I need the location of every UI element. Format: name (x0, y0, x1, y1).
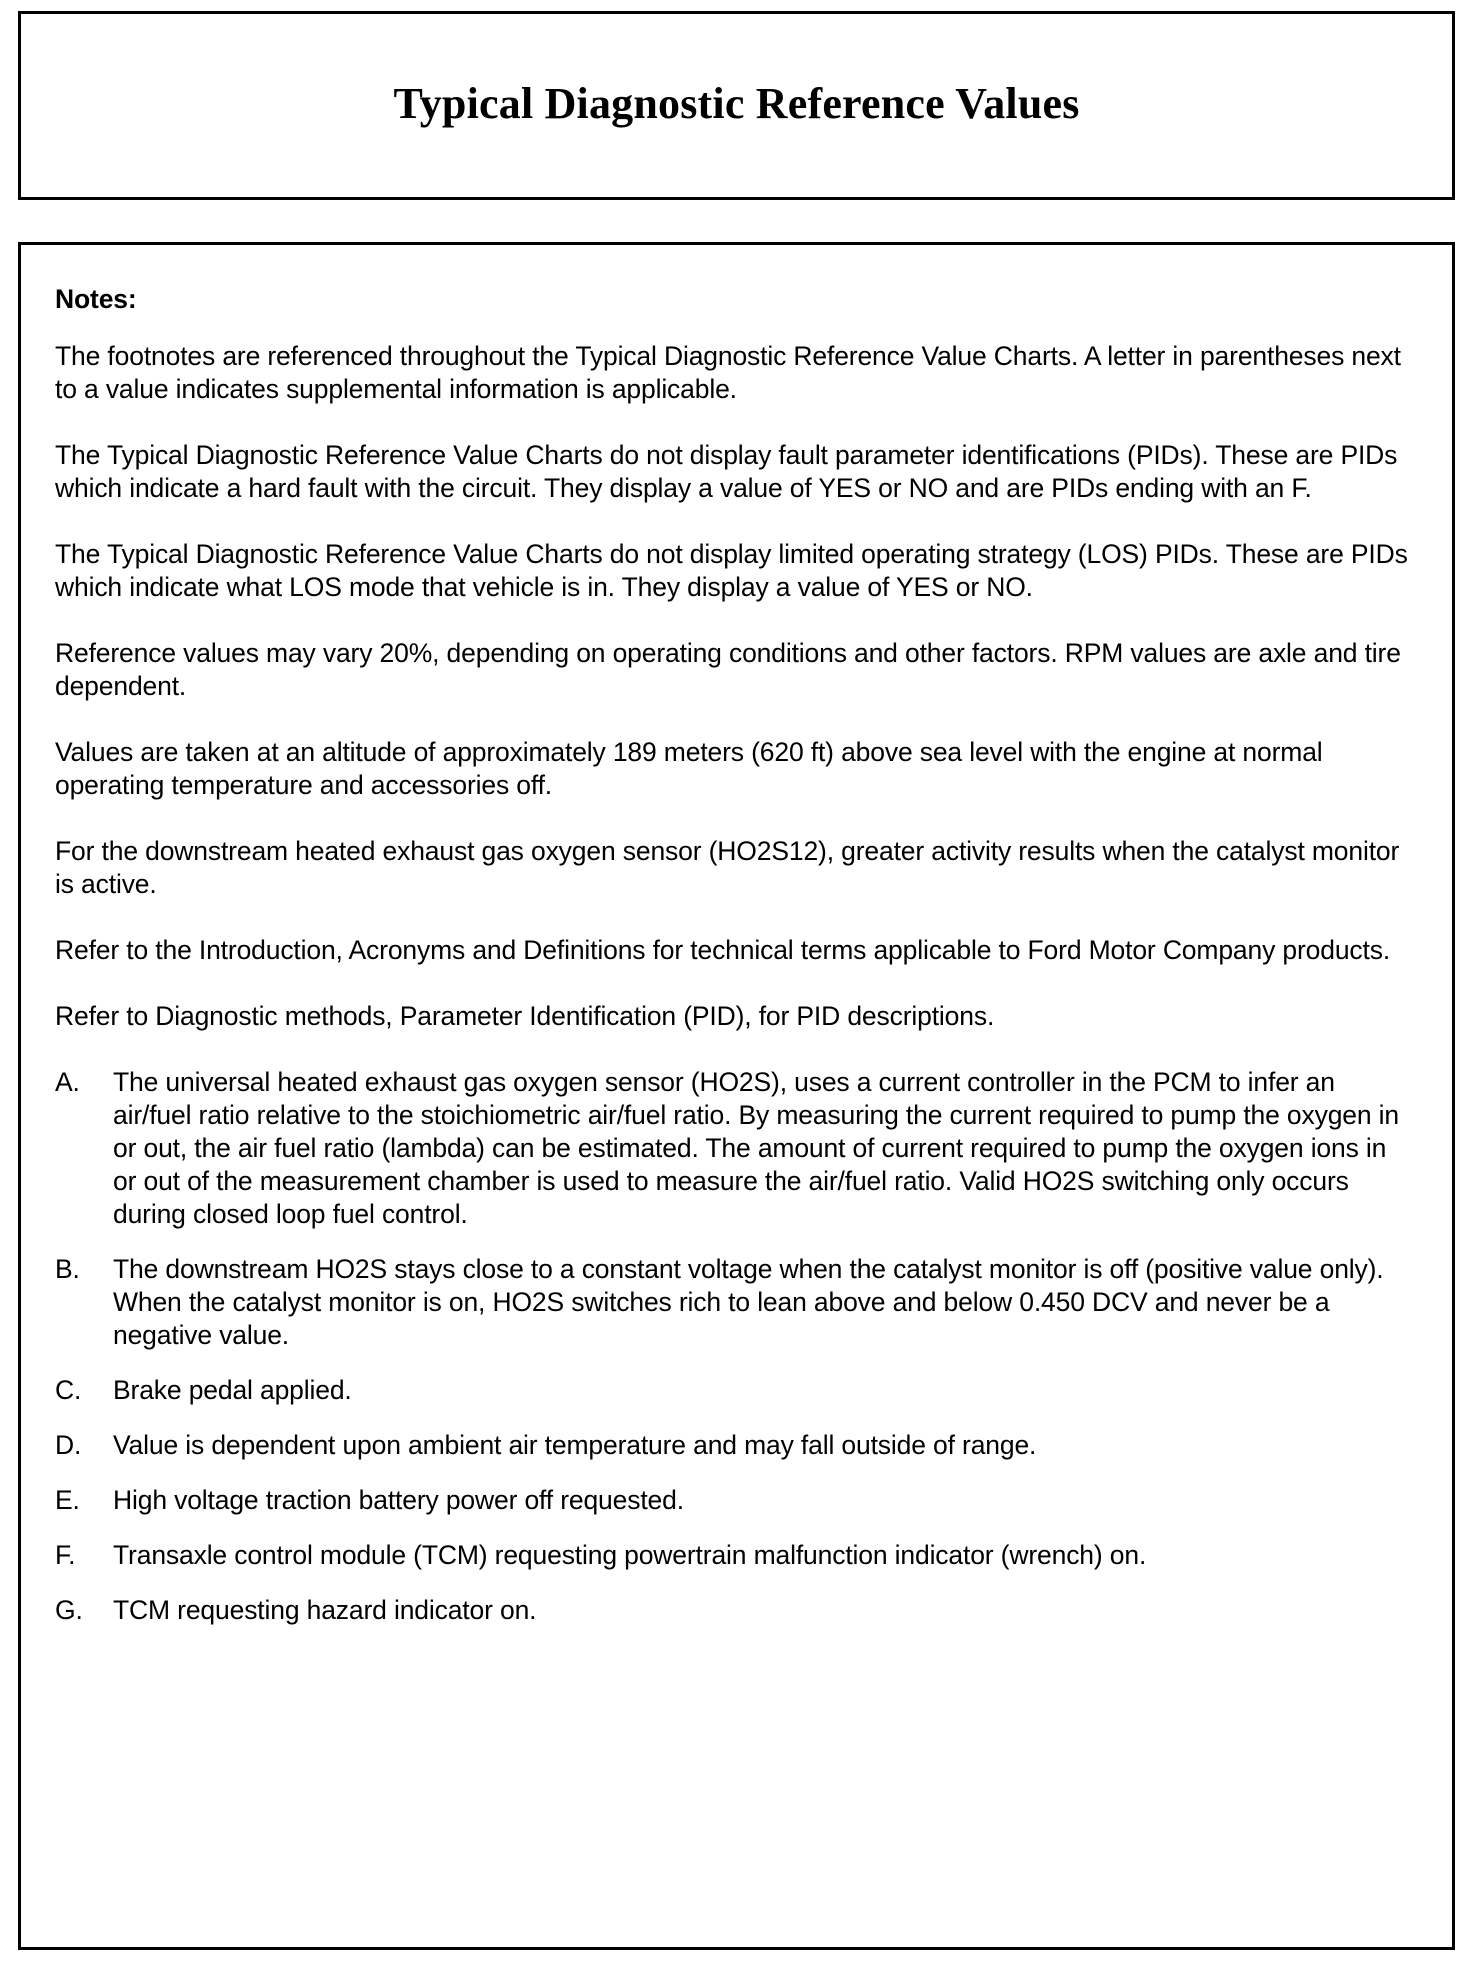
notes-box (18, 242, 1455, 1950)
note-paragraph-fault-pids: The Typical Diagnostic Reference Value Charts do not display fault parameter identifications (PIDs). These are PIDs which indicate a hard fault with the circuit. They display a value of YES or NO and are PIDs ending with an F. (55, 440, 1398, 503)
footnote-text: Brake pedal applied. (113, 1375, 352, 1405)
note-paragraph-refer-diagnostic-methods: Refer to Diagnostic methods, Parameter Identification (PID), for PID descriptions. (55, 1001, 995, 1031)
footnote-item-f (55, 1539, 1424, 1572)
footnote-item-e (55, 1484, 1424, 1517)
footnote-text: Transaxle control module (TCM) requesting powertrain malfunction indicator (wrench) on. (113, 1540, 1147, 1570)
note-paragraph-los-pids: The Typical Diagnostic Reference Value Charts do not display limited operating strategy (LOS) PIDs. These are PIDs which indicate what LOS mode that vehicle is in. They display a value of YES or NO. (55, 539, 1408, 602)
note-paragraph-downstream-ho2s: For the downstream heated exhaust gas oxygen sensor (HO2S12), greater activity results when the catalyst monitor is active. (55, 836, 1400, 899)
title-box (18, 11, 1455, 200)
footnote-letter: G. (55, 1595, 83, 1625)
footnote-item-d (55, 1429, 1424, 1462)
footnote-letter: D. (55, 1430, 82, 1460)
footnote-item-a (55, 1066, 1424, 1231)
note-paragraph-value-variance: Reference values may vary 20%, depending on operating conditions and other factors. RPM values are axle and tire dependent. (55, 638, 1401, 701)
notes-content (55, 283, 1424, 1649)
notes-heading: Notes: (55, 284, 137, 314)
note-paragraph-altitude: Values are taken at an altitude of approximately 189 meters (620 ft) above sea level with the engine at normal operating temperature and accessories off. (55, 737, 1323, 800)
footnote-list (55, 1066, 1424, 1627)
note-paragraph-footnotes-reference: The footnotes are referenced throughout the Typical Diagnostic Reference Value Charts. A letter in parentheses next to a value indicates supplemental information is applicable. (55, 341, 1401, 404)
footnote-letter: B. (55, 1254, 80, 1284)
footnote-letter: C. (55, 1375, 82, 1405)
footnote-text: The universal heated exhaust gas oxygen sensor (HO2S), uses a current controller in the PCM to infer an air/fuel ratio relative to the stoichiometric air/fuel ratio. By measuring the current required to pump the oxygen in or out, the air fuel ratio (lambda) can be estimated. The amount of current required to pump the oxygen ions in or out of the measurement chamber is used to measure the air/fuel ratio. Valid HO2S switching only occurs during closed loop fuel control. (113, 1067, 1400, 1229)
footnote-item-b (55, 1253, 1424, 1352)
footnote-text: Value is dependent upon ambient air temperature and may fall outside of range. (113, 1430, 1037, 1460)
page-title: Typical Diagnostic Reference Values (393, 79, 1080, 128)
footnote-text: High voltage traction battery power off requested. (113, 1485, 684, 1515)
footnote-letter: A. (55, 1067, 80, 1097)
footnote-item-c (55, 1374, 1424, 1407)
footnote-text: The downstream HO2S stays close to a constant voltage when the catalyst monitor is off (positive value only). When the catalyst monitor is on, HO2S switches rich to lean above and below 0.450 DCV and never be a negative value. (113, 1254, 1384, 1350)
note-paragraph-refer-introduction: Refer to the Introduction, Acronyms and Definitions for technical terms applicable to Ford Motor Company products. (55, 935, 1391, 965)
footnote-letter: F. (55, 1540, 76, 1570)
footnote-item-g (55, 1594, 1424, 1627)
footnote-text: TCM requesting hazard indicator on. (113, 1595, 537, 1625)
footnote-letter: E. (55, 1485, 80, 1515)
